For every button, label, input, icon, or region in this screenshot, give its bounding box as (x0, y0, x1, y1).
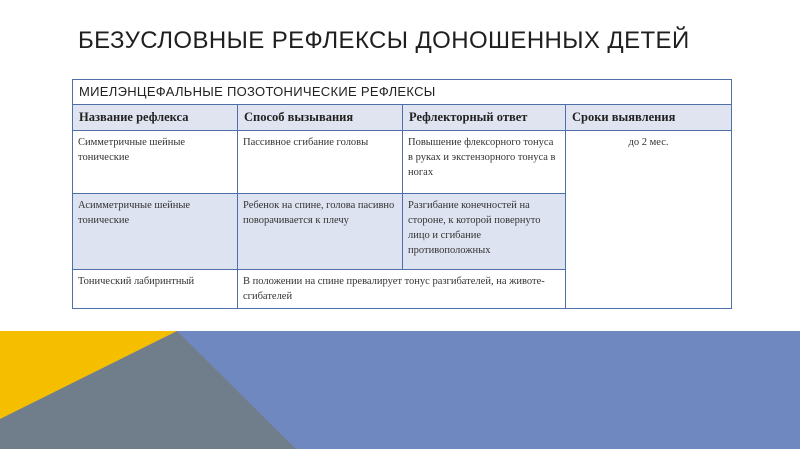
reflex-method-cell: Пассивное сгибание головы (238, 131, 403, 194)
header-cell-response: Рефлекторный ответ (403, 105, 566, 131)
table-row (73, 131, 732, 194)
reflex-age-cell: до 2 мес. (566, 131, 732, 309)
header-cell-method: Способ вызывания (238, 105, 403, 131)
reflex-response-cell: Разгибание конечностей на стороне, к которой повернуто лицо и сгибание противоположных (403, 194, 566, 270)
table-header-row (73, 105, 732, 131)
reflex-method-cell: Ребенок на спине, голова пасивно поворачивается к плечу (238, 194, 403, 270)
reflex-name-cell: Тонический лабиринтный (73, 270, 238, 309)
header-cell-name: Название рефлекса (73, 105, 238, 131)
reflexes-table (72, 79, 732, 309)
reflex-response-cell: Повышение флексорного тонуса в руках и экстензорного тонуса в ногах (403, 131, 566, 194)
reflex-method-response-cell: В положении на спине превалирует тонус разгибателей, на животе-сгибателей (238, 270, 566, 309)
table-caption: МИЕЛЭНЦЕФАЛЬНЫЕ ПОЗОТОНИЧЕСКИЕ РЕФЛЕКСЫ (73, 80, 732, 105)
header-cell-age: Сроки выявления (566, 105, 732, 131)
reflex-name-cell: Симметричные шейные тонические (73, 131, 238, 194)
reflex-name-cell: Асимметричные шейные тонические (73, 194, 238, 270)
decorative-footer-band (0, 331, 800, 449)
slide-title: БЕЗУСЛОВНЫЕ РЕФЛЕКСЫ ДОНОШЕННЫХ ДЕТЕЙ (78, 27, 690, 54)
